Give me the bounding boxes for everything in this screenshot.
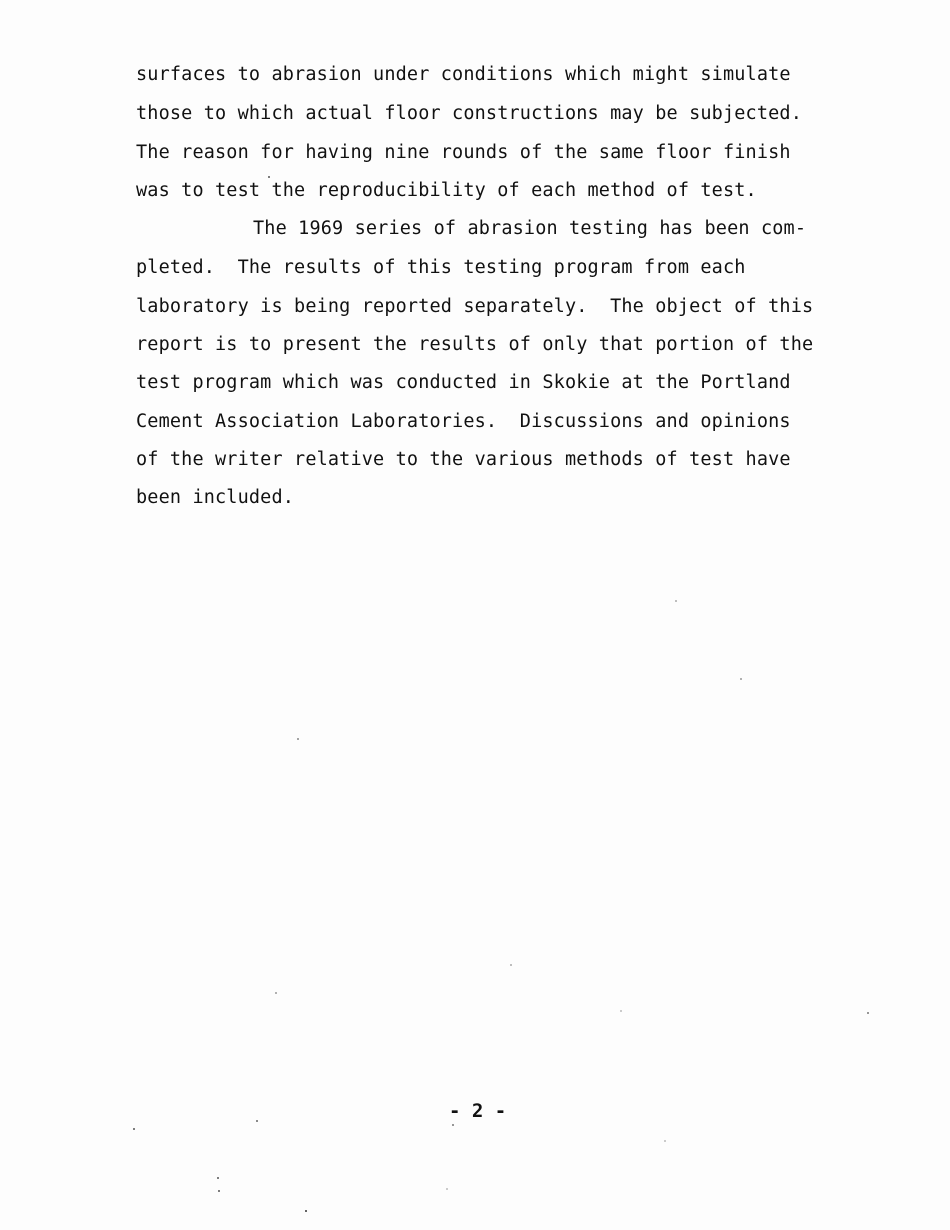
text-line: pleted. The results of this testing program from each xyxy=(136,257,746,278)
scan-speck xyxy=(297,738,299,740)
scan-speck xyxy=(268,176,270,178)
scan-speck xyxy=(740,678,742,680)
scan-speck xyxy=(867,1012,869,1014)
scan-speck xyxy=(620,1010,622,1012)
scan-speck xyxy=(452,1124,454,1126)
text-line: Cement Association Laboratories. Discussions and opinions xyxy=(136,411,791,432)
scan-speck xyxy=(217,1177,219,1179)
text-line: been included. xyxy=(136,487,295,508)
page-number: - 2 - xyxy=(449,1100,507,1122)
text-line: The reason for having nine rounds of the same floor finish xyxy=(136,142,791,163)
text-line: of the writer relative to the various methods of test have xyxy=(136,449,791,470)
scan-speck xyxy=(664,1140,666,1142)
scan-speck xyxy=(675,600,677,602)
text-line: test program which was conducted in Skokie at the Portland xyxy=(136,372,791,393)
scan-speck xyxy=(133,1128,135,1130)
text-line: report is to present the results of only that portion of the xyxy=(136,334,814,355)
scan-speck xyxy=(256,1120,258,1122)
scan-speck xyxy=(218,1190,220,1192)
scan-speck xyxy=(446,1188,448,1190)
text-line: laboratory is being reported separately. The object of this xyxy=(136,296,814,317)
scan-speck xyxy=(305,1210,307,1212)
text-line: was to test the reproducibility of each method of test. xyxy=(136,180,757,201)
text-line: surfaces to abrasion under conditions which might simulate xyxy=(136,64,791,85)
text-line: The 1969 series of abrasion testing has been com- xyxy=(253,218,807,239)
scan-speck xyxy=(510,964,512,966)
text-line: those to which actual floor constructions may be subjected. xyxy=(136,103,802,124)
scan-speck xyxy=(275,992,277,994)
